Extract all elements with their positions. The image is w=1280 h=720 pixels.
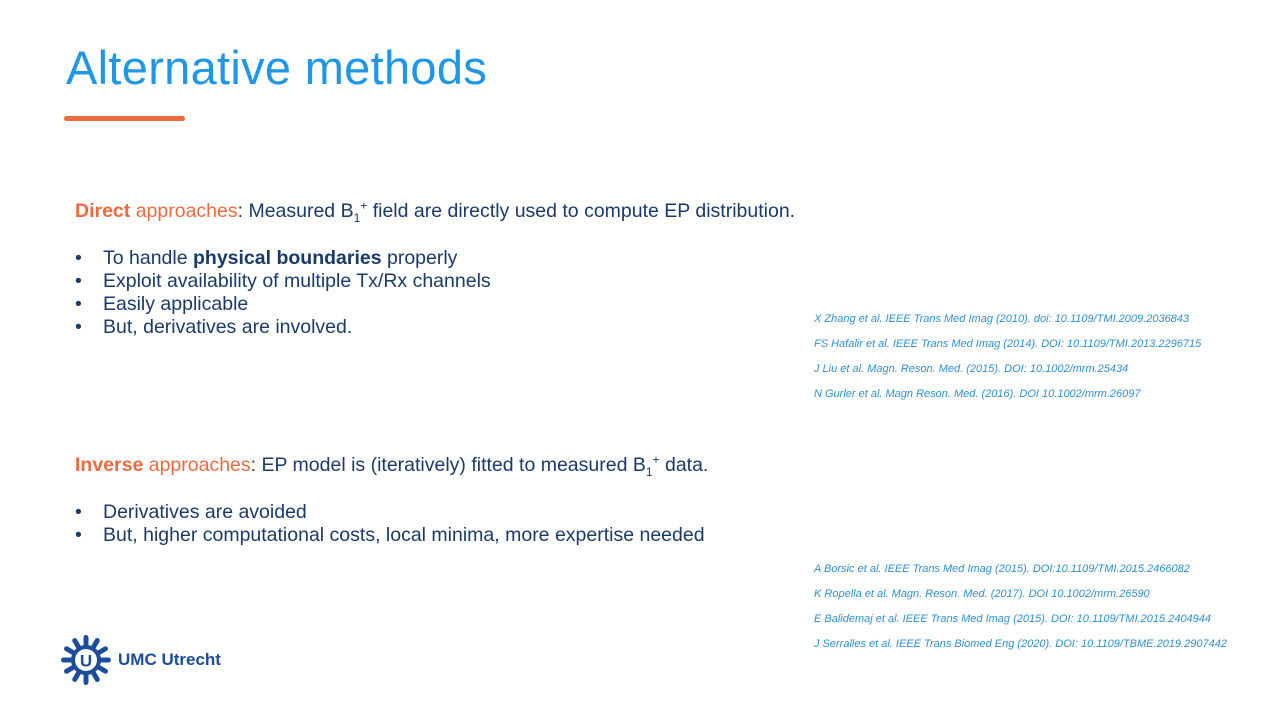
reference: J Liu et al. Magn. Reson. Med. (2015). DOI: 10.1002/mrm.25434 [814,363,1129,375]
direct-keyword: Direct [75,200,131,222]
reference: FS Hafalir et al. IEEE Trans Med Imag (2014). DOI: 10.1109/TMI.2013.2296715 [814,338,1202,350]
reference: E Balidemaj et al. IEEE Trans Med Imag (2015). DOI: 10.1109/TMI.2015.2404944 [814,613,1212,625]
reference: A Borsic et al. IEEE Trans Med Imag (2015). DOI:10.1109/TMI.2015.2466082 [814,563,1190,575]
umc-utrecht-logo [60,634,221,686]
reference: J Serralles et al. IEEE Trans Biomed Eng (2020). DOI: 10.1109/TBME.2019.2907442 [814,638,1227,650]
direct-heading [75,200,795,223]
direct-bullet-list [75,247,491,339]
inverse-keyword: Inverse [75,454,144,476]
inverse-bullet: • Derivatives are avoided [75,501,705,524]
direct-bullet: • Exploit availability of multiple Tx/Rx channels [75,270,491,293]
inverse-heading [75,454,708,477]
reference: N Gurler et al. Magn Reson. Med. (2016). DOI 10.1002/mrm.26097 [814,388,1141,400]
direct-references [814,307,1201,407]
direct-bullet: • To handle physical boundaries properly [75,247,491,270]
inverse-superscript: + [652,452,660,467]
direct-bullet: • Easily applicable [75,293,491,316]
direct-approaches-word: approaches [130,200,238,222]
direct-heading-text: : Measured B [237,200,354,222]
umc-logo-icon [60,634,112,686]
inverse-references [814,557,1227,657]
inverse-bullet: • But, higher computational costs, local minima, more expertise needed [75,524,705,547]
bold-phrase: physical boundaries [193,247,382,269]
logo-letter: U [79,651,93,671]
inverse-heading-rest: data. [659,454,709,476]
inverse-approaches-word: approaches [143,454,251,476]
direct-superscript: + [360,198,368,213]
direct-subscript: 1 [353,210,361,225]
title-underline [64,116,185,121]
inverse-bullet-list [75,501,705,547]
direct-heading-rest: field are directly used to compute EP distribution. [367,200,796,222]
reference: K Ropella et al. Magn. Reson. Med. (2017). DOI 10.1002/mrm.26590 [814,588,1150,600]
reference: X Zhang et al. IEEE Trans Med Imag (2010). doi: 10.1109/TMI.2009.2036843 [814,313,1190,325]
slide-title: Alternative methods [66,41,488,94]
inverse-heading-text: : EP model is (iteratively) fitted to measured B [250,454,646,476]
logo-text: UMC Utrecht [118,650,221,669]
direct-bullet: • But, derivatives are involved. [75,316,491,339]
inverse-subscript: 1 [645,464,653,479]
